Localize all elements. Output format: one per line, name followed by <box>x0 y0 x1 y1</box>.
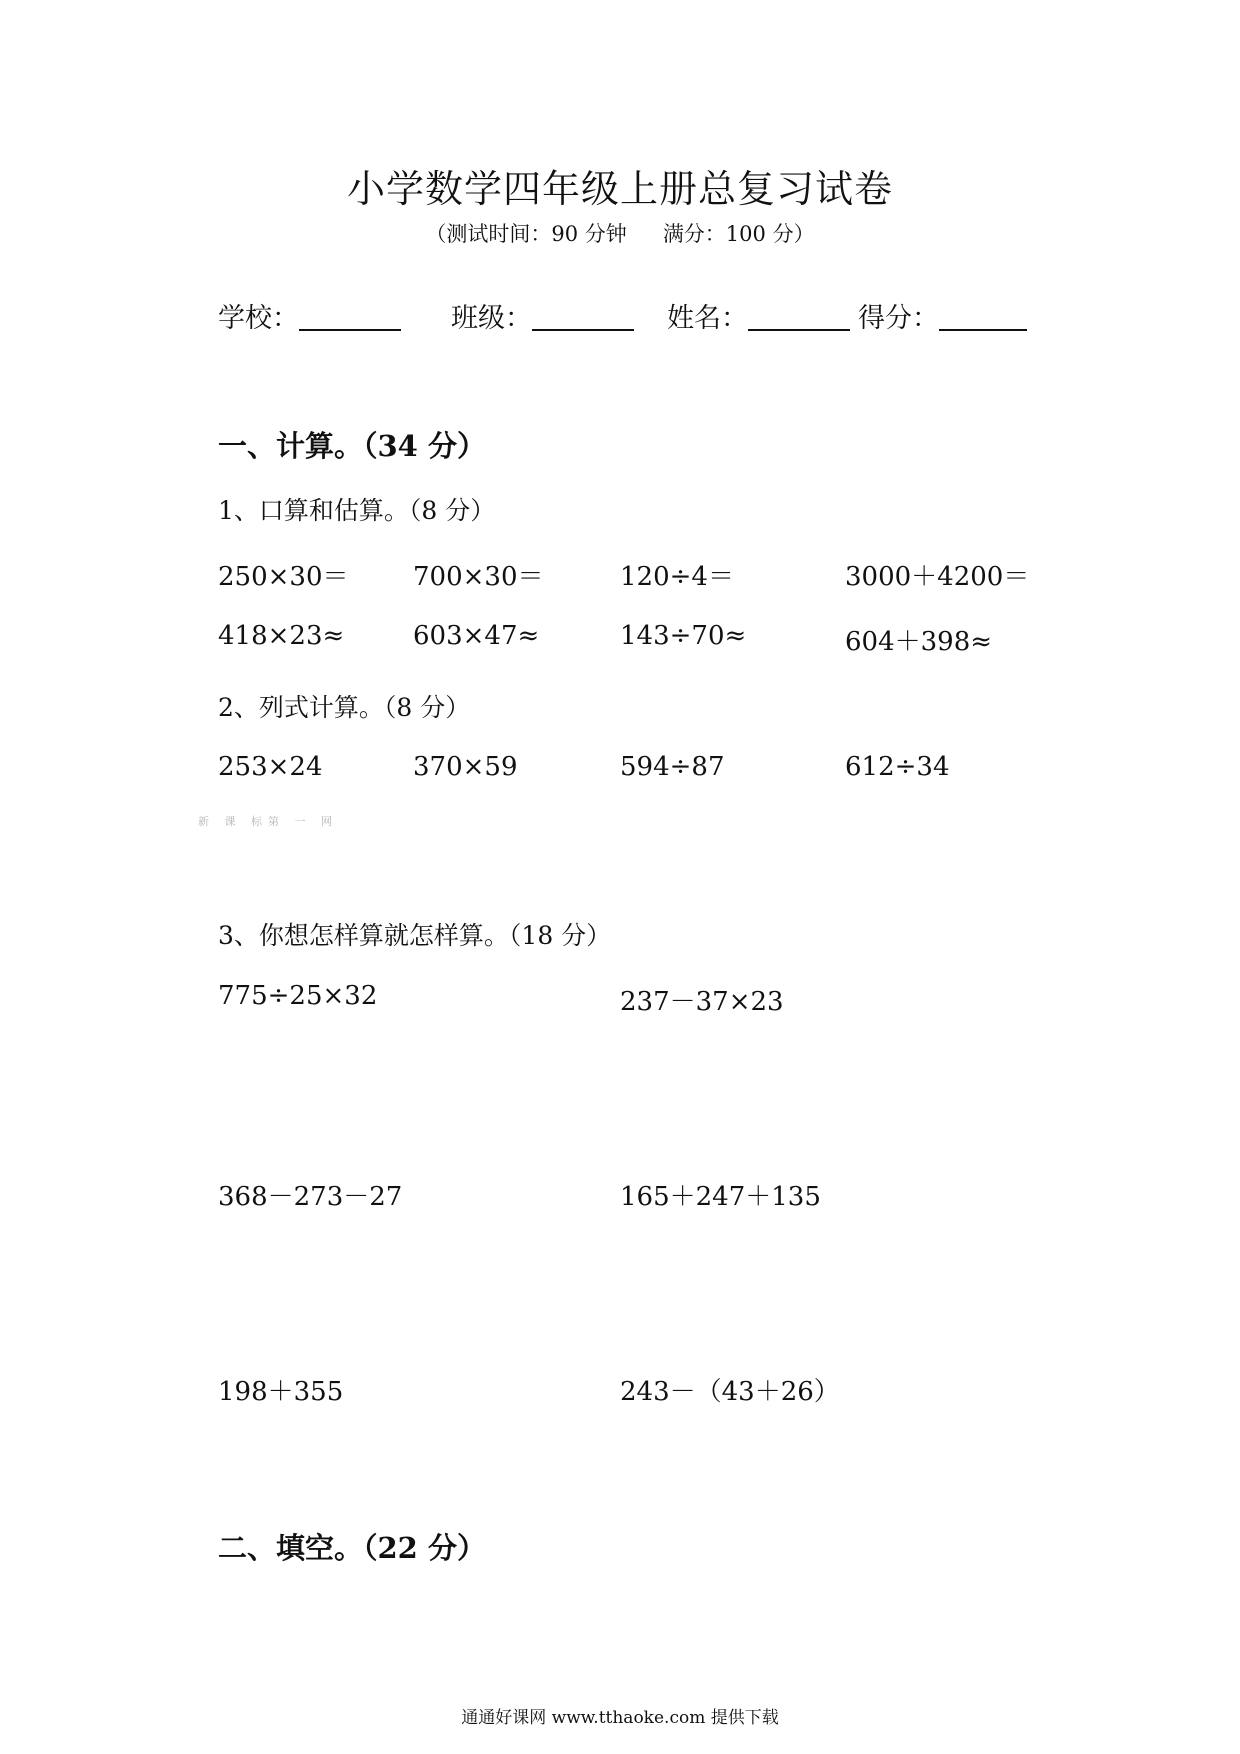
school-label: 学校： <box>218 303 299 334</box>
score-field <box>858 296 1027 335</box>
footer-text: 通通好课网 www.tthaoke.com 提供下载 <box>461 1708 779 1728</box>
problem: 418×23≈ <box>218 621 345 651</box>
problem: 198＋355 <box>218 1377 344 1407</box>
part2-label: 2、列式计算。（8 分） <box>218 693 471 722</box>
name-label: 姓名： <box>667 303 748 334</box>
problem: 594÷87 <box>620 752 725 782</box>
page-title: 小学数学四年级上册总复习试卷 <box>346 167 893 211</box>
exam-subtitle <box>0 218 1240 248</box>
problem: 603×47≈ <box>413 621 540 651</box>
section2-heading: 二、填空。（22 分） <box>218 1531 486 1565</box>
class-blank <box>532 303 634 331</box>
score-blank <box>939 303 1027 331</box>
score-label: 得分： <box>858 303 939 334</box>
full-score: 满分：100 分） <box>662 222 815 246</box>
name-field <box>667 296 850 335</box>
school-field <box>218 296 401 335</box>
problem: 250×30＝ <box>218 562 349 592</box>
problem: 243－（43＋26） <box>620 1377 840 1407</box>
problem: 700×30＝ <box>413 562 544 592</box>
problem: 165＋247＋135 <box>620 1182 821 1212</box>
test-time: （测试时间：90 分钟 <box>425 222 627 246</box>
problem: 612÷34 <box>845 752 950 782</box>
problem: 3000＋4200＝ <box>845 562 1030 592</box>
part3-label: 3、你想怎样算就怎样算。（18 分） <box>218 921 612 950</box>
watermark: 新 课 标第 一 网 <box>198 815 338 828</box>
problem: 370×59 <box>413 752 518 782</box>
problem: 368－273－27 <box>218 1182 403 1212</box>
part1-label: 1、口算和估算。（8 分） <box>218 496 496 525</box>
section1-heading: 一、计算。（34 分） <box>218 429 486 463</box>
problem: 237－37×23 <box>620 987 784 1017</box>
class-label: 班级： <box>451 303 532 334</box>
problem: 143÷70≈ <box>620 621 747 651</box>
name-blank <box>748 303 850 331</box>
class-field <box>451 296 634 335</box>
school-blank <box>299 303 401 331</box>
problem: 604＋398≈ <box>845 627 993 657</box>
problem: 120÷4＝ <box>620 562 734 592</box>
problem: 775÷25×32 <box>218 981 378 1011</box>
problem: 253×24 <box>218 752 323 782</box>
